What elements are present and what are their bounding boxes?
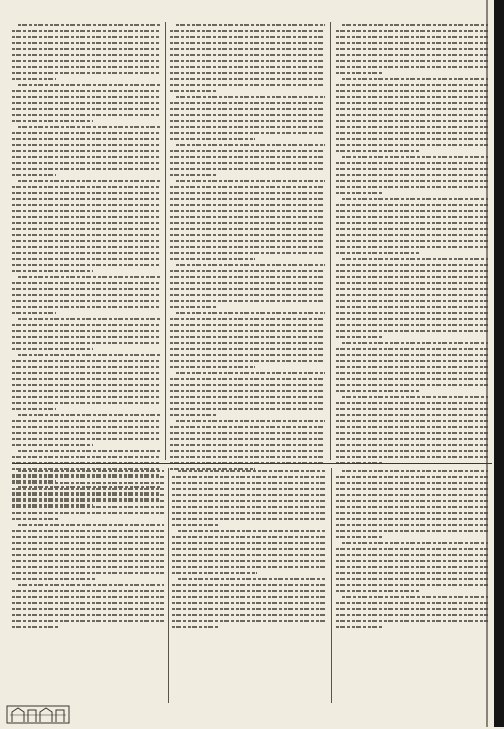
paragraph: [336, 540, 488, 594]
feuilleton-column-1: [12, 468, 164, 630]
paragraph: [336, 196, 488, 256]
paragraph-text: [336, 76, 488, 154]
paragraph: [336, 154, 488, 196]
paragraph: [336, 394, 488, 466]
column-divider: [168, 468, 169, 703]
feuilleton-column-3: [336, 468, 488, 630]
paragraph-text: [170, 142, 325, 178]
paragraph-text: [336, 154, 488, 196]
paragraph-text: [172, 528, 326, 576]
feuilleton-column-2: [172, 468, 326, 630]
paragraph: [170, 94, 325, 142]
paragraph-text: [336, 594, 488, 630]
paragraph-text: [336, 22, 488, 76]
paragraph: [336, 468, 488, 540]
paragraph-text: [12, 178, 160, 274]
paragraph: [336, 594, 488, 630]
paragraph: [170, 178, 325, 262]
paragraph: [336, 22, 488, 76]
paragraph-text: [336, 468, 488, 540]
paragraph-text: [12, 522, 164, 582]
paragraph-text: [12, 316, 160, 352]
paragraph-text: [336, 196, 488, 256]
archive-stamp-icon: [6, 703, 76, 725]
paragraph: [172, 576, 326, 630]
paragraph-text: [170, 262, 325, 310]
paragraph: [336, 340, 488, 394]
paragraph: [336, 256, 488, 340]
paragraph: [12, 522, 164, 582]
paragraph: [12, 412, 160, 448]
page-edge: [494, 0, 504, 727]
paragraph-text: [12, 124, 160, 178]
paragraph-text: [336, 394, 488, 466]
paragraph-text: [172, 576, 326, 630]
paragraph: [170, 262, 325, 310]
article-column-3: [336, 22, 488, 466]
paragraph-text: [170, 178, 325, 262]
paragraph: [170, 142, 325, 178]
paragraph-text: [172, 468, 326, 528]
paragraph: [172, 468, 326, 528]
paragraph: [170, 370, 325, 418]
paragraph-text: [170, 370, 325, 418]
paragraph: [336, 76, 488, 154]
column-divider: [330, 22, 331, 460]
paragraph-text: [12, 82, 160, 124]
paragraph: [12, 178, 160, 274]
column-divider: [331, 468, 332, 703]
paragraph-text: [170, 310, 325, 370]
column-divider: [165, 22, 166, 460]
paragraph: [170, 310, 325, 370]
article-column-2: [170, 22, 325, 472]
paragraph: [12, 468, 164, 522]
paragraph: [12, 582, 164, 630]
paragraph: [170, 22, 325, 94]
paragraph: [12, 82, 160, 124]
paragraph-text: [12, 468, 164, 522]
paragraph: [12, 274, 160, 316]
paragraph-text: [12, 274, 160, 316]
paragraph-text: [170, 94, 325, 142]
paragraph-text: [12, 22, 160, 82]
paragraph-text: [336, 256, 488, 340]
paragraph: [12, 352, 160, 412]
paragraph-text: [170, 22, 325, 94]
paragraph: [172, 528, 326, 576]
paragraph: [12, 316, 160, 352]
paragraph-text: [12, 412, 160, 448]
feuilleton-divider: [12, 463, 492, 464]
paragraph-text: [12, 352, 160, 412]
paragraph: [12, 22, 160, 82]
paragraph-text: [12, 582, 164, 630]
paragraph: [12, 124, 160, 178]
article-column-1: [12, 22, 160, 508]
page-number: [183, 9, 199, 17]
paragraph-text: [336, 340, 488, 394]
paragraph-text: [336, 540, 488, 594]
